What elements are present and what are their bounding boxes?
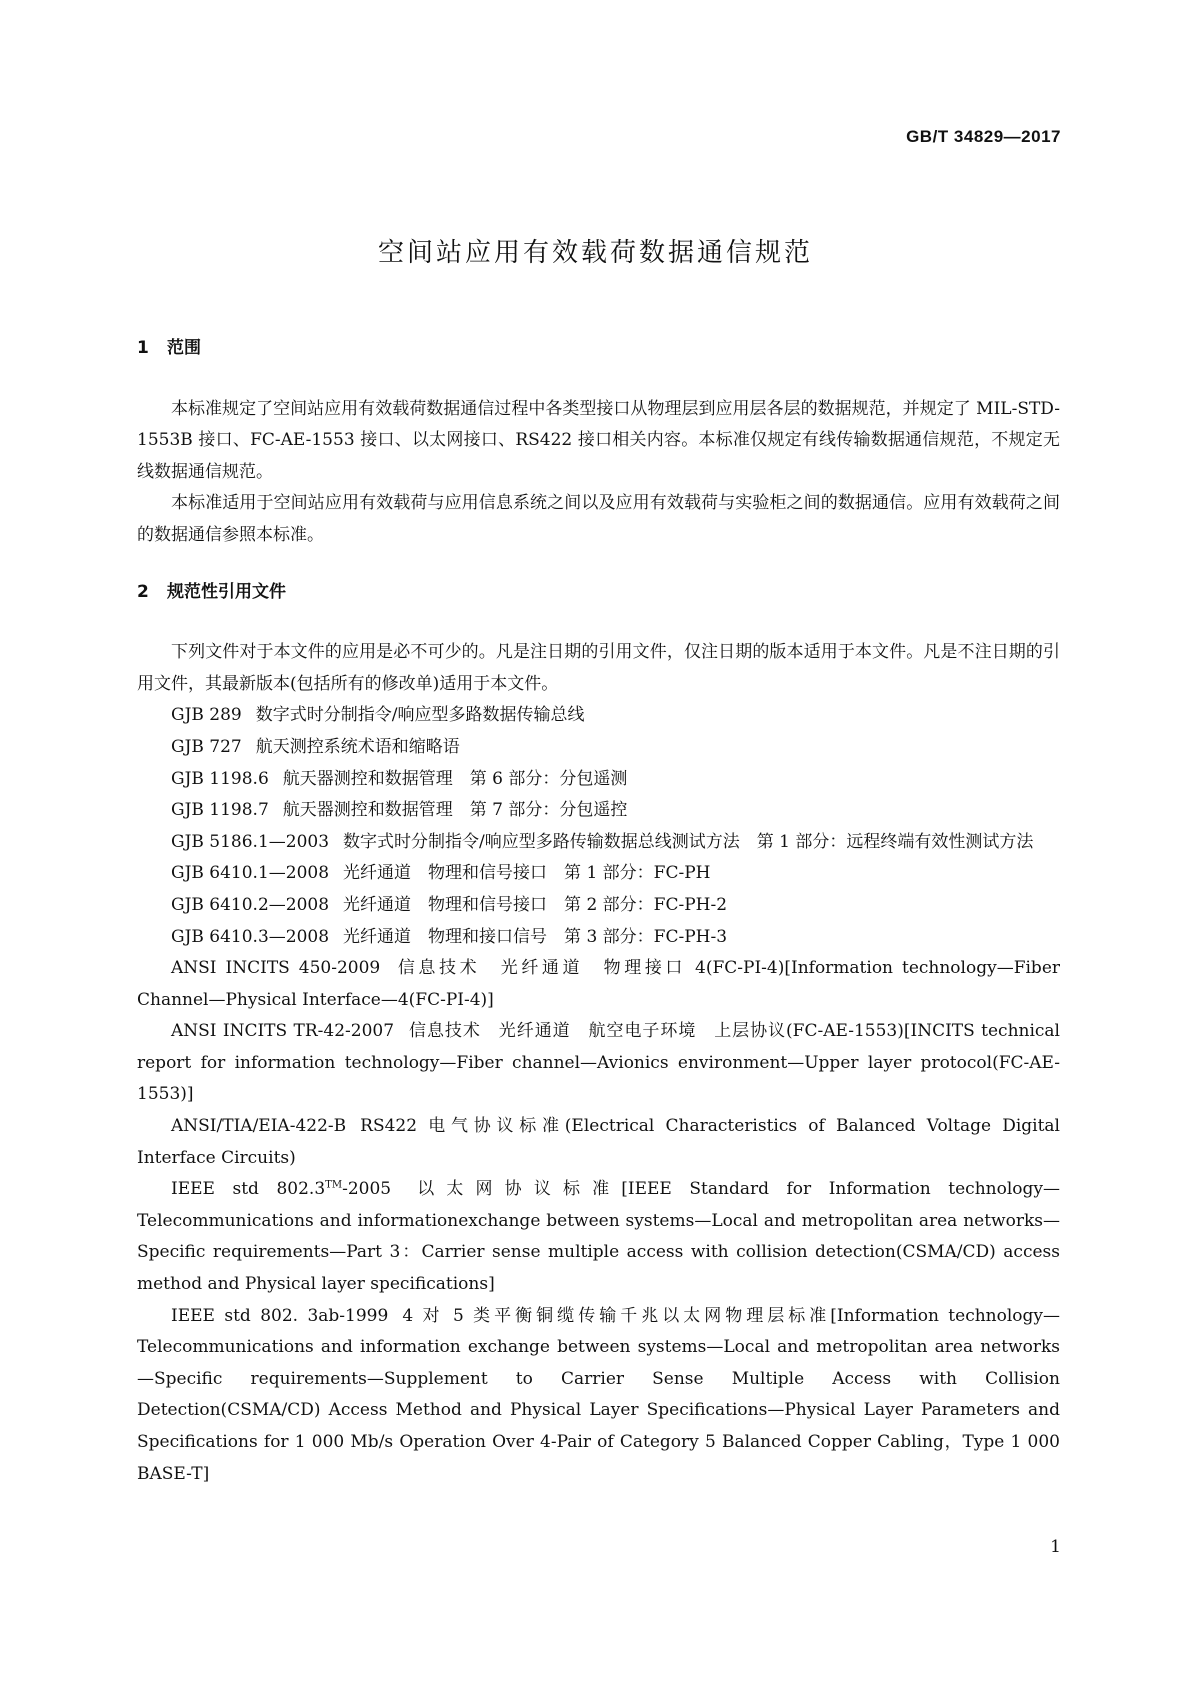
section-number: 2 bbox=[137, 581, 149, 602]
reference-code: ANSI INCITS TR-42-2007 bbox=[171, 1021, 395, 1042]
standard-code: GB/T 34829—2017 bbox=[906, 127, 1061, 146]
reference-title: 信息技术 光纤通道 物理接口 4(FC-PI-4)[Information technology—Fiber Channel—Physical Interface—4(FC-PI-4)] bbox=[137, 958, 1061, 1010]
reference-title: 航天器测控和数据管理 第 6 部分：分包遥测 bbox=[282, 768, 628, 789]
section-heading-scope bbox=[137, 333, 1060, 365]
reference-item bbox=[137, 827, 1060, 859]
reference-code-prefix: IEEE std 802.3 bbox=[171, 1179, 326, 1200]
reference-title: 光纤通道 物理和接口信号 第 3 部分：FC-PH-3 bbox=[343, 926, 728, 947]
reference-item bbox=[137, 732, 1060, 764]
reference-title: 数字式时分制指令/响应型多路数据传输总线 bbox=[255, 705, 585, 726]
reference-item bbox=[137, 1301, 1060, 1491]
reference-title: 航天器测控和数据管理 第 7 部分：分包遥控 bbox=[282, 800, 628, 821]
reference-title: 光纤通道 物理和信号接口 第 2 部分：FC-PH-2 bbox=[343, 894, 728, 915]
reference-title: 以太网协议标准[IEEE Standard for Information technology—Telecommunications and informationexchange between systems—Local and metropolitan area networks—Specific requirements—Part 3：Carrier sense multiple access with collision detection(CSMA/CD) access method and Physical layer specifications] bbox=[137, 1179, 1060, 1295]
reference-code: ANSI/TIA/EIA-422-B bbox=[171, 1116, 347, 1137]
reference-item bbox=[137, 1174, 1060, 1300]
reference-title: 4 对 5 类平衡铜缆传输千兆以太网物理层标准[Information technology—Telecommunications and information exchange between systems—Local and metropolitan area networks—Specific requirements—Supplement to Carrier Sense Multiple Access with Collision Detection(CSMA/CD) Access Method and Physical Layer Specifications—Physical Layer Parameters and Specifications for 1 000 Mb/s Operation Over 4-Pair of Category 5 Balanced Copper Cabling，Type 1 000 BASE-T] bbox=[137, 1305, 1061, 1484]
section-title: 规范性引用文件 bbox=[167, 581, 286, 602]
reference-code-suffix: -2005 bbox=[342, 1179, 392, 1200]
reference-code: GJB 727 bbox=[171, 736, 242, 757]
reference-code: GJB 6410.2—2008 bbox=[171, 894, 330, 915]
reference-item bbox=[137, 858, 1060, 890]
scope-paragraph: 本标准规定了空间站应用有效载荷数据通信过程中各类型接口从物理层到应用层各层的数据规范，并规定了 MIL-STD-1553B 接口、FC-AE-1553 接口、以太网接口、RS422 接口相关内容。本标准仅规定有线传输数据通信规范，不规定无线数据通信规范。 bbox=[137, 398, 1060, 482]
reference-code: GJB 1198.6 bbox=[171, 768, 269, 789]
document-title: 空间站应用有效载荷数据通信规范 bbox=[377, 238, 813, 268]
reference-title: 信息技术 光纤通道 航空电子环境 上层协议(FC-AE-1553)[INCITS technical report for information technology—Fiber channel—Avionics environment—Upper layer protocol(FC-AE-1553)] bbox=[137, 1021, 1060, 1105]
reference-code: GJB 5186.1—2003 bbox=[171, 831, 330, 852]
reference-item bbox=[137, 1016, 1060, 1111]
reference-title: RS422 电气协议标准(Electrical Characteristics of Balanced Voltage Digital Interface Circuits) bbox=[137, 1116, 1060, 1168]
reference-item bbox=[137, 890, 1060, 922]
page-number: 1 bbox=[1050, 1537, 1061, 1557]
reference-code: GJB 289 bbox=[171, 705, 242, 726]
scope-paragraph: 本标准适用于空间站应用有效载荷与应用信息系统之间以及应用有效载荷与实验柜之间的数据通信。应用有效载荷之间的数据通信参照本标准。 bbox=[137, 493, 1060, 545]
reference-item bbox=[137, 953, 1060, 1016]
reference-title: 光纤通道 物理和信号接口 第 1 部分：FC-PH bbox=[343, 863, 711, 884]
references-intro: 下列文件对于本文件的应用是必不可少的。凡是注日期的引用文件，仅注日期的版本适用于本文件。凡是不注日期的引用文件，其最新版本(包括所有的修改单)适用于本文件。 bbox=[137, 642, 1060, 694]
reference-code: GJB 1198.7 bbox=[171, 800, 269, 821]
reference-code: GJB 6410.1—2008 bbox=[171, 863, 330, 884]
reference-item bbox=[137, 795, 1060, 827]
reference-title: 数字式时分制指令/响应型多路传输数据总线测试方法 第 1 部分：远程终端有效性测试方法 bbox=[343, 831, 1034, 852]
reference-item bbox=[137, 764, 1060, 796]
reference-item bbox=[137, 1111, 1060, 1174]
section-title: 范围 bbox=[167, 338, 201, 358]
reference-item bbox=[137, 922, 1060, 954]
section-number: 1 bbox=[137, 338, 149, 358]
document-body bbox=[137, 333, 1060, 1490]
reference-title: 航天测控系统术语和缩略语 bbox=[255, 736, 460, 757]
reference-code bbox=[171, 1179, 391, 1199]
reference-code: IEEE std 802. 3ab-1999 bbox=[171, 1305, 389, 1326]
trademark-superscript: TM bbox=[325, 1179, 343, 1191]
section-heading-normative-references bbox=[137, 577, 1060, 609]
reference-item bbox=[137, 700, 1060, 732]
reference-code: GJB 6410.3—2008 bbox=[171, 926, 330, 947]
reference-code: ANSI INCITS 450-2009 bbox=[171, 958, 381, 979]
